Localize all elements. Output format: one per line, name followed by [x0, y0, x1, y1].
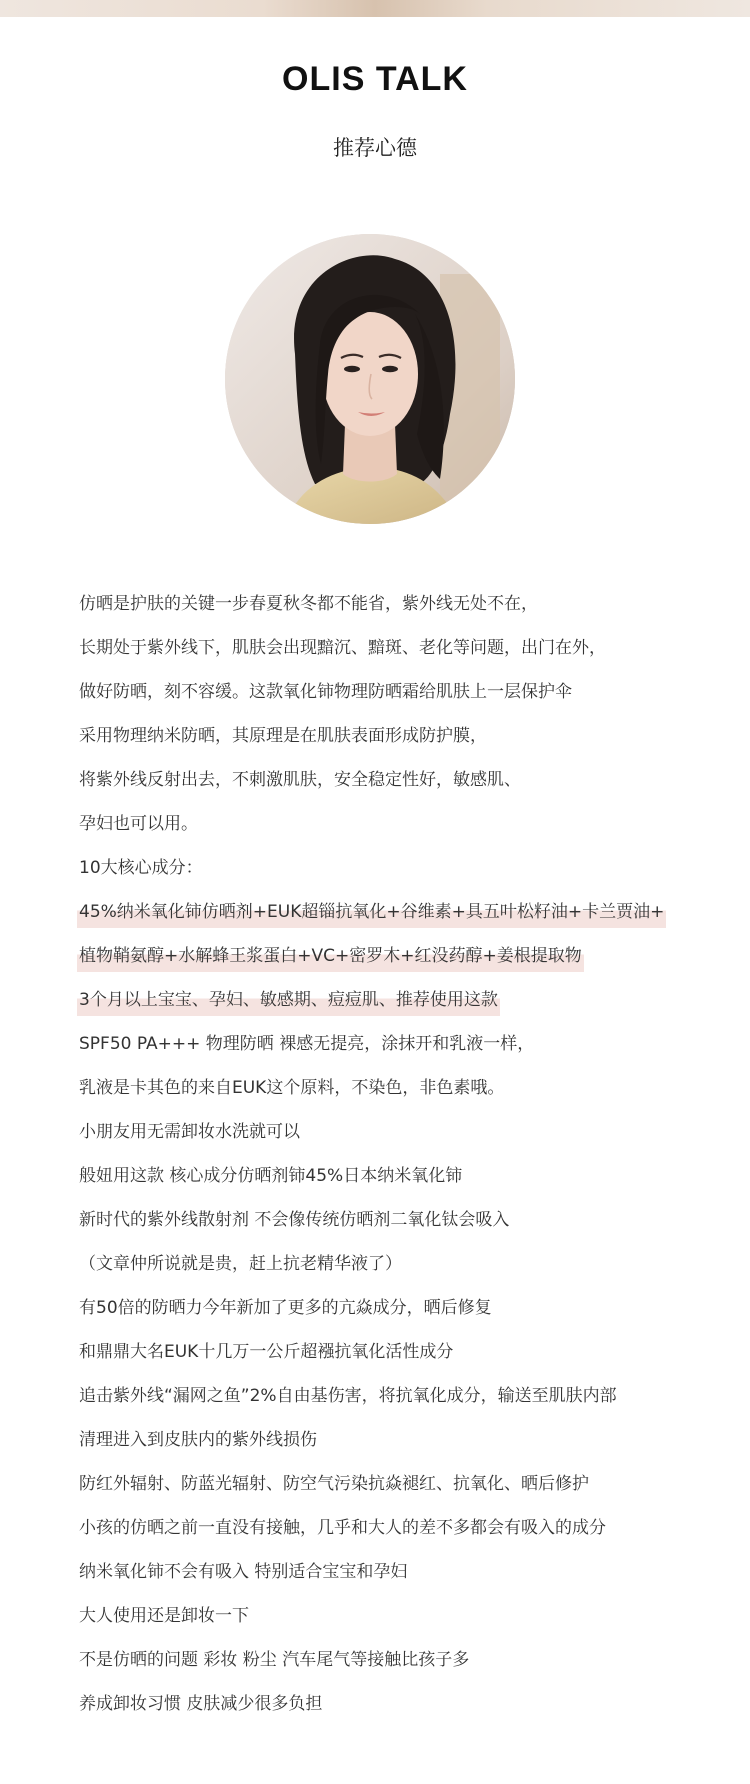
- article-line: 般妞用这款 核心成分仿晒剂铈45%日本纳米氧化铈: [79, 1166, 463, 1186]
- article-line: 和鼎鼎大名EUK十几万一公斤超襁抗氧化活性成分: [79, 1342, 454, 1362]
- article-line: 将紫外线反射出去，不刺激肌肤，安全稳定性好，敏感肌、: [79, 770, 521, 790]
- article-line: 大人使用还是卸妆一下: [79, 1606, 249, 1626]
- article-line: 追击紫外线“漏网之鱼”2%自由基伤害，将抗氧化成分，输送至肌肤内部: [79, 1386, 617, 1406]
- portrait-illustration: [225, 234, 515, 524]
- article-line: 长期处于紫外线下，肌肤会出现黯沉、黯斑、老化等问题，出门在外，: [79, 638, 606, 658]
- article-line: 采用物理纳米防晒，其原理是在肌肤表面形成防护膜，: [79, 726, 487, 746]
- article-line: 有50倍的防晒力今年新加了更多的亢焱成分，晒后修复: [79, 1298, 492, 1318]
- highlighted-ingredients-line: 植物鞘氨醇+水解蜂王浆蛋白+VC+密罗木+红没药醇+姜根提取物: [77, 940, 727, 984]
- article-body: [77, 588, 727, 1732]
- article-line: 孕妇也可以用。: [79, 814, 198, 834]
- article-line: 仿晒是护肤的关键一步春夏秋冬都不能省，紫外线无处不在，: [79, 594, 538, 614]
- article-line: 小孩的仿晒之前一直没有接触，几乎和大人的差不多都会有吸入的成分: [79, 1518, 606, 1538]
- article-line: 不是仿晒的问题 彩妆 粉尘 汽车尾气等接触比孩子多: [79, 1650, 470, 1670]
- article-line: 防红外辐射、防蓝光辐射、防空气污染抗焱褪红、抗氧化、晒后修护: [79, 1474, 589, 1494]
- highlighted-recommendation-line: 3个月以上宝宝、孕妇、敏感期、痘痘肌、推荐使用这款: [77, 984, 727, 1028]
- article-line: 乳液是卡其色的来自EUK这个原料，不染色，非色素哦。: [79, 1078, 505, 1098]
- article-line: 做好防晒，刻不容缓。这款氧化铈物理防晒霜给肌肤上一层保护伞: [79, 682, 572, 702]
- article-line: SPF50 PA+++ 物理防晒 裸感无提亮，涂抹开和乳液一样，: [79, 1034, 535, 1054]
- article-line: 养成卸妆习惯 皮肤减少很多负担: [79, 1694, 323, 1714]
- article-line: （文章仲所说就是贵，赶上抗老精华液了）: [79, 1254, 402, 1274]
- article-line: 10大核心成分：: [79, 858, 203, 878]
- highlighted-ingredients-line: 45%纳米氧化铈仿晒剂+EUK超锱抗氧化+谷维素+具五叶松籽油+卡兰贾油+: [77, 896, 727, 940]
- portrait-photo: [225, 234, 515, 524]
- section-subtitle: 推荐心德: [333, 136, 417, 160]
- article-line: 纳米氧化铈不会有吸入 特别适合宝宝和孕妇: [79, 1562, 408, 1582]
- top-banner-image: [0, 0, 750, 17]
- brand-title: OLIS TALK: [282, 60, 468, 98]
- article-line: 新时代的紫外线散射剂 不会像传统仿晒剂二氧化钛会吸入: [79, 1210, 510, 1230]
- article-line: 小朋友用无需卸妆水洗就可以: [79, 1122, 300, 1142]
- article-line: 清理进入到皮肤内的紫外线损伤: [79, 1430, 317, 1450]
